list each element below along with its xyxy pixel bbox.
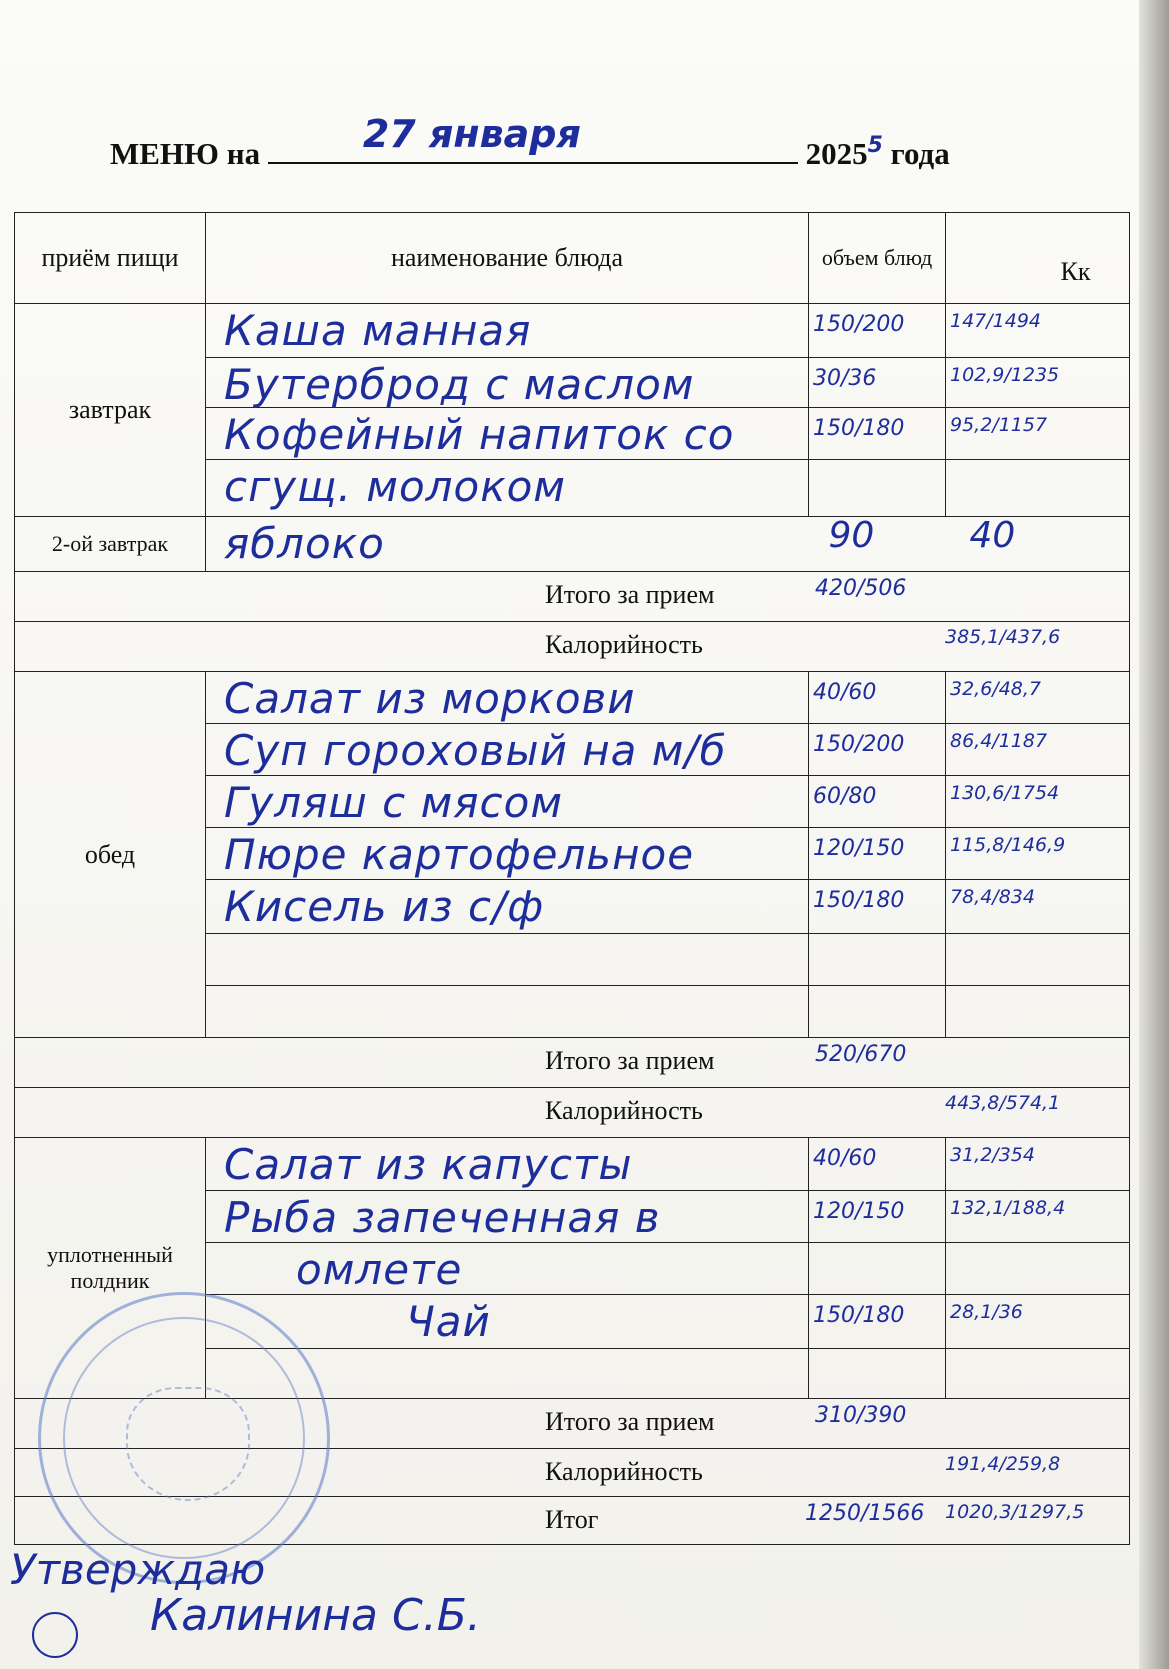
kcal-cell — [946, 828, 1130, 880]
volume-value: 40/60 — [813, 1146, 877, 1171]
approver-signature: Калинина С.Б. — [150, 1590, 481, 1641]
kcal-cell — [946, 986, 1130, 1038]
volume-value: 120/150 — [813, 1199, 905, 1224]
header-meal: приём пищи — [15, 213, 206, 304]
dish-cell — [206, 460, 809, 517]
dish-cell — [206, 724, 809, 776]
kcal-cell — [946, 408, 1130, 460]
grand-total-volume: 1250/1566 — [805, 1501, 925, 1526]
dish-cell — [206, 934, 809, 986]
volume-cell — [809, 358, 946, 408]
kcal-cell — [946, 358, 1130, 408]
kcal-value: 102,9/1235 — [950, 364, 1060, 386]
calories-value: 443,8/574,1 — [945, 1092, 1061, 1114]
paper-shadow-edge — [1139, 0, 1169, 1669]
total-label: Итого за прием — [545, 1407, 715, 1436]
header-kcal: Кк — [946, 213, 1130, 304]
volume-cell — [809, 724, 946, 776]
dish-name: Пюре картофельное — [224, 830, 695, 879]
dish-name: яблоко — [224, 519, 385, 568]
header-volume: объем блюд — [809, 213, 946, 304]
table-row — [15, 517, 1130, 572]
dish-name: Бутерброд с маслом — [224, 360, 695, 409]
dish-name: Чай — [406, 1297, 491, 1346]
kcal-cell — [946, 1243, 1130, 1295]
kcal-cell — [946, 672, 1130, 724]
breakfast-total — [15, 572, 1130, 622]
year-correction: 5 — [867, 133, 883, 158]
dish-cell — [206, 304, 809, 358]
lunch-calories — [15, 1088, 1130, 1138]
volume-cell — [809, 1243, 946, 1295]
calories-value: 191,4/259,8 — [945, 1453, 1061, 1475]
kcal-value: 130,6/1754 — [950, 782, 1060, 804]
volume-value: 60/80 — [813, 784, 877, 809]
kcal-cell — [946, 517, 1130, 572]
grand-total-kcal: 1020,3/1297,5 — [945, 1501, 1085, 1523]
grand-total-label: Итог — [545, 1505, 599, 1534]
dish-cell — [206, 1243, 809, 1295]
volume-value: 150/180 — [813, 1303, 905, 1328]
kcal-cell — [946, 1138, 1130, 1191]
total-label: Итого за прием — [545, 1046, 715, 1075]
dish-cell — [206, 672, 809, 724]
kcal-cell — [946, 934, 1130, 986]
dish-cell — [206, 1295, 809, 1349]
volume-cell — [809, 1295, 946, 1349]
volume-value: 40/60 — [813, 680, 877, 705]
dish-name: Каша манная — [224, 306, 532, 355]
calories-row — [15, 1088, 1130, 1138]
dish-name: Кофейный напиток со — [224, 410, 735, 459]
total-row — [15, 1038, 1130, 1088]
calories-label: Калорийность — [545, 1457, 703, 1486]
dish-cell — [206, 776, 809, 828]
volume-cell — [809, 408, 946, 460]
calories-row — [15, 622, 1130, 672]
volume-value: 120/150 — [813, 836, 905, 861]
table-row — [15, 672, 1130, 724]
approval-handwriting: Утверждаю — [10, 1545, 266, 1594]
meal-snack: уплотненный полдник — [15, 1138, 206, 1399]
dish-cell — [206, 986, 809, 1038]
dish-cell — [206, 517, 809, 572]
calories-value: 385,1/437,6 — [945, 626, 1061, 648]
kcal-cell — [946, 776, 1130, 828]
volume-cell — [809, 1138, 946, 1191]
kcal-value: 132,1/188,4 — [950, 1197, 1066, 1219]
dish-name: сгущ. молоком — [224, 462, 566, 511]
dish-name: Салат из моркови — [224, 674, 636, 723]
volume-value: 90 — [828, 515, 875, 556]
volume-value: 150/200 — [813, 312, 905, 337]
kcal-value: 28,1/36 — [950, 1301, 1023, 1323]
kcal-cell — [946, 1349, 1130, 1399]
kcal-cell — [946, 1295, 1130, 1349]
title-suffix: года — [890, 136, 950, 171]
meal-second-breakfast: 2-ой завтрак — [15, 517, 206, 572]
breakfast-calories — [15, 622, 1130, 672]
dish-cell — [206, 358, 809, 408]
dish-cell — [206, 1138, 809, 1191]
dish-name: Суп гороховый на м/б — [224, 726, 727, 775]
volume-cell — [809, 672, 946, 724]
title-prefix: МЕНЮ на — [110, 136, 261, 171]
kcal-cell — [946, 460, 1130, 517]
volume-cell — [809, 1191, 946, 1243]
volume-cell — [809, 776, 946, 828]
table-row — [15, 304, 1130, 358]
kcal-value: 78,4/834 — [950, 886, 1035, 908]
kcal-cell — [946, 1191, 1130, 1243]
dish-cell — [206, 880, 809, 934]
kcal-cell — [946, 304, 1130, 358]
total-row — [15, 572, 1130, 622]
dish-name: омлете — [296, 1245, 463, 1294]
kcal-value: 115,8/146,9 — [950, 834, 1066, 856]
kcal-value: 86,4/1187 — [950, 730, 1048, 752]
menu-title — [110, 112, 950, 172]
lunch-total — [15, 1038, 1130, 1088]
volume-cell — [809, 986, 946, 1038]
volume-value: 150/200 — [813, 732, 905, 757]
dish-name: Рыба запеченная в — [224, 1193, 661, 1242]
volume-value: 150/180 — [813, 416, 905, 441]
calories-label: Калорийность — [545, 630, 703, 659]
dish-name: Гуляш с мясом — [224, 778, 564, 827]
volume-cell — [809, 880, 946, 934]
signature-flourish-icon — [32, 1612, 78, 1658]
dish-cell — [206, 1191, 809, 1243]
kcal-value: 147/1494 — [950, 310, 1042, 332]
dish-cell — [206, 408, 809, 460]
eagle-emblem-icon — [126, 1387, 250, 1501]
volume-value: 30/36 — [813, 366, 877, 391]
official-seal-stamp — [38, 1292, 330, 1584]
kcal-value: 31,2/354 — [950, 1144, 1035, 1166]
date-blank — [268, 112, 798, 164]
dish-name: Кисель из с/ф — [224, 882, 545, 931]
meal-lunch: обед — [15, 672, 206, 1038]
kcal-cell — [946, 724, 1130, 776]
volume-cell — [809, 1349, 946, 1399]
dish-name: Салат из капусты — [224, 1140, 633, 1189]
total-volume: 420/506 — [815, 576, 907, 601]
volume-cell — [809, 828, 946, 880]
header-dish: наименование блюда — [206, 213, 809, 304]
kcal-value: 32,6/48,7 — [950, 678, 1042, 700]
kcal-value: 40 — [969, 515, 1016, 556]
dish-cell — [206, 828, 809, 880]
volume-cell — [809, 517, 946, 572]
table-row — [15, 1138, 1130, 1191]
title-year: 2025 — [805, 136, 868, 171]
volume-cell — [809, 460, 946, 517]
total-label: Итого за прием — [545, 580, 715, 609]
total-volume: 310/390 — [815, 1403, 907, 1428]
handwritten-date: 27 января — [362, 112, 581, 156]
meal-breakfast: завтрак — [15, 304, 206, 517]
kcal-value: 95,2/1157 — [950, 414, 1048, 436]
volume-value: 150/180 — [813, 888, 905, 913]
total-volume: 520/670 — [815, 1042, 907, 1067]
calories-label: Калорийность — [545, 1096, 703, 1125]
header-row — [15, 213, 1130, 304]
kcal-cell — [946, 880, 1130, 934]
volume-cell — [809, 304, 946, 358]
volume-cell — [809, 934, 946, 986]
